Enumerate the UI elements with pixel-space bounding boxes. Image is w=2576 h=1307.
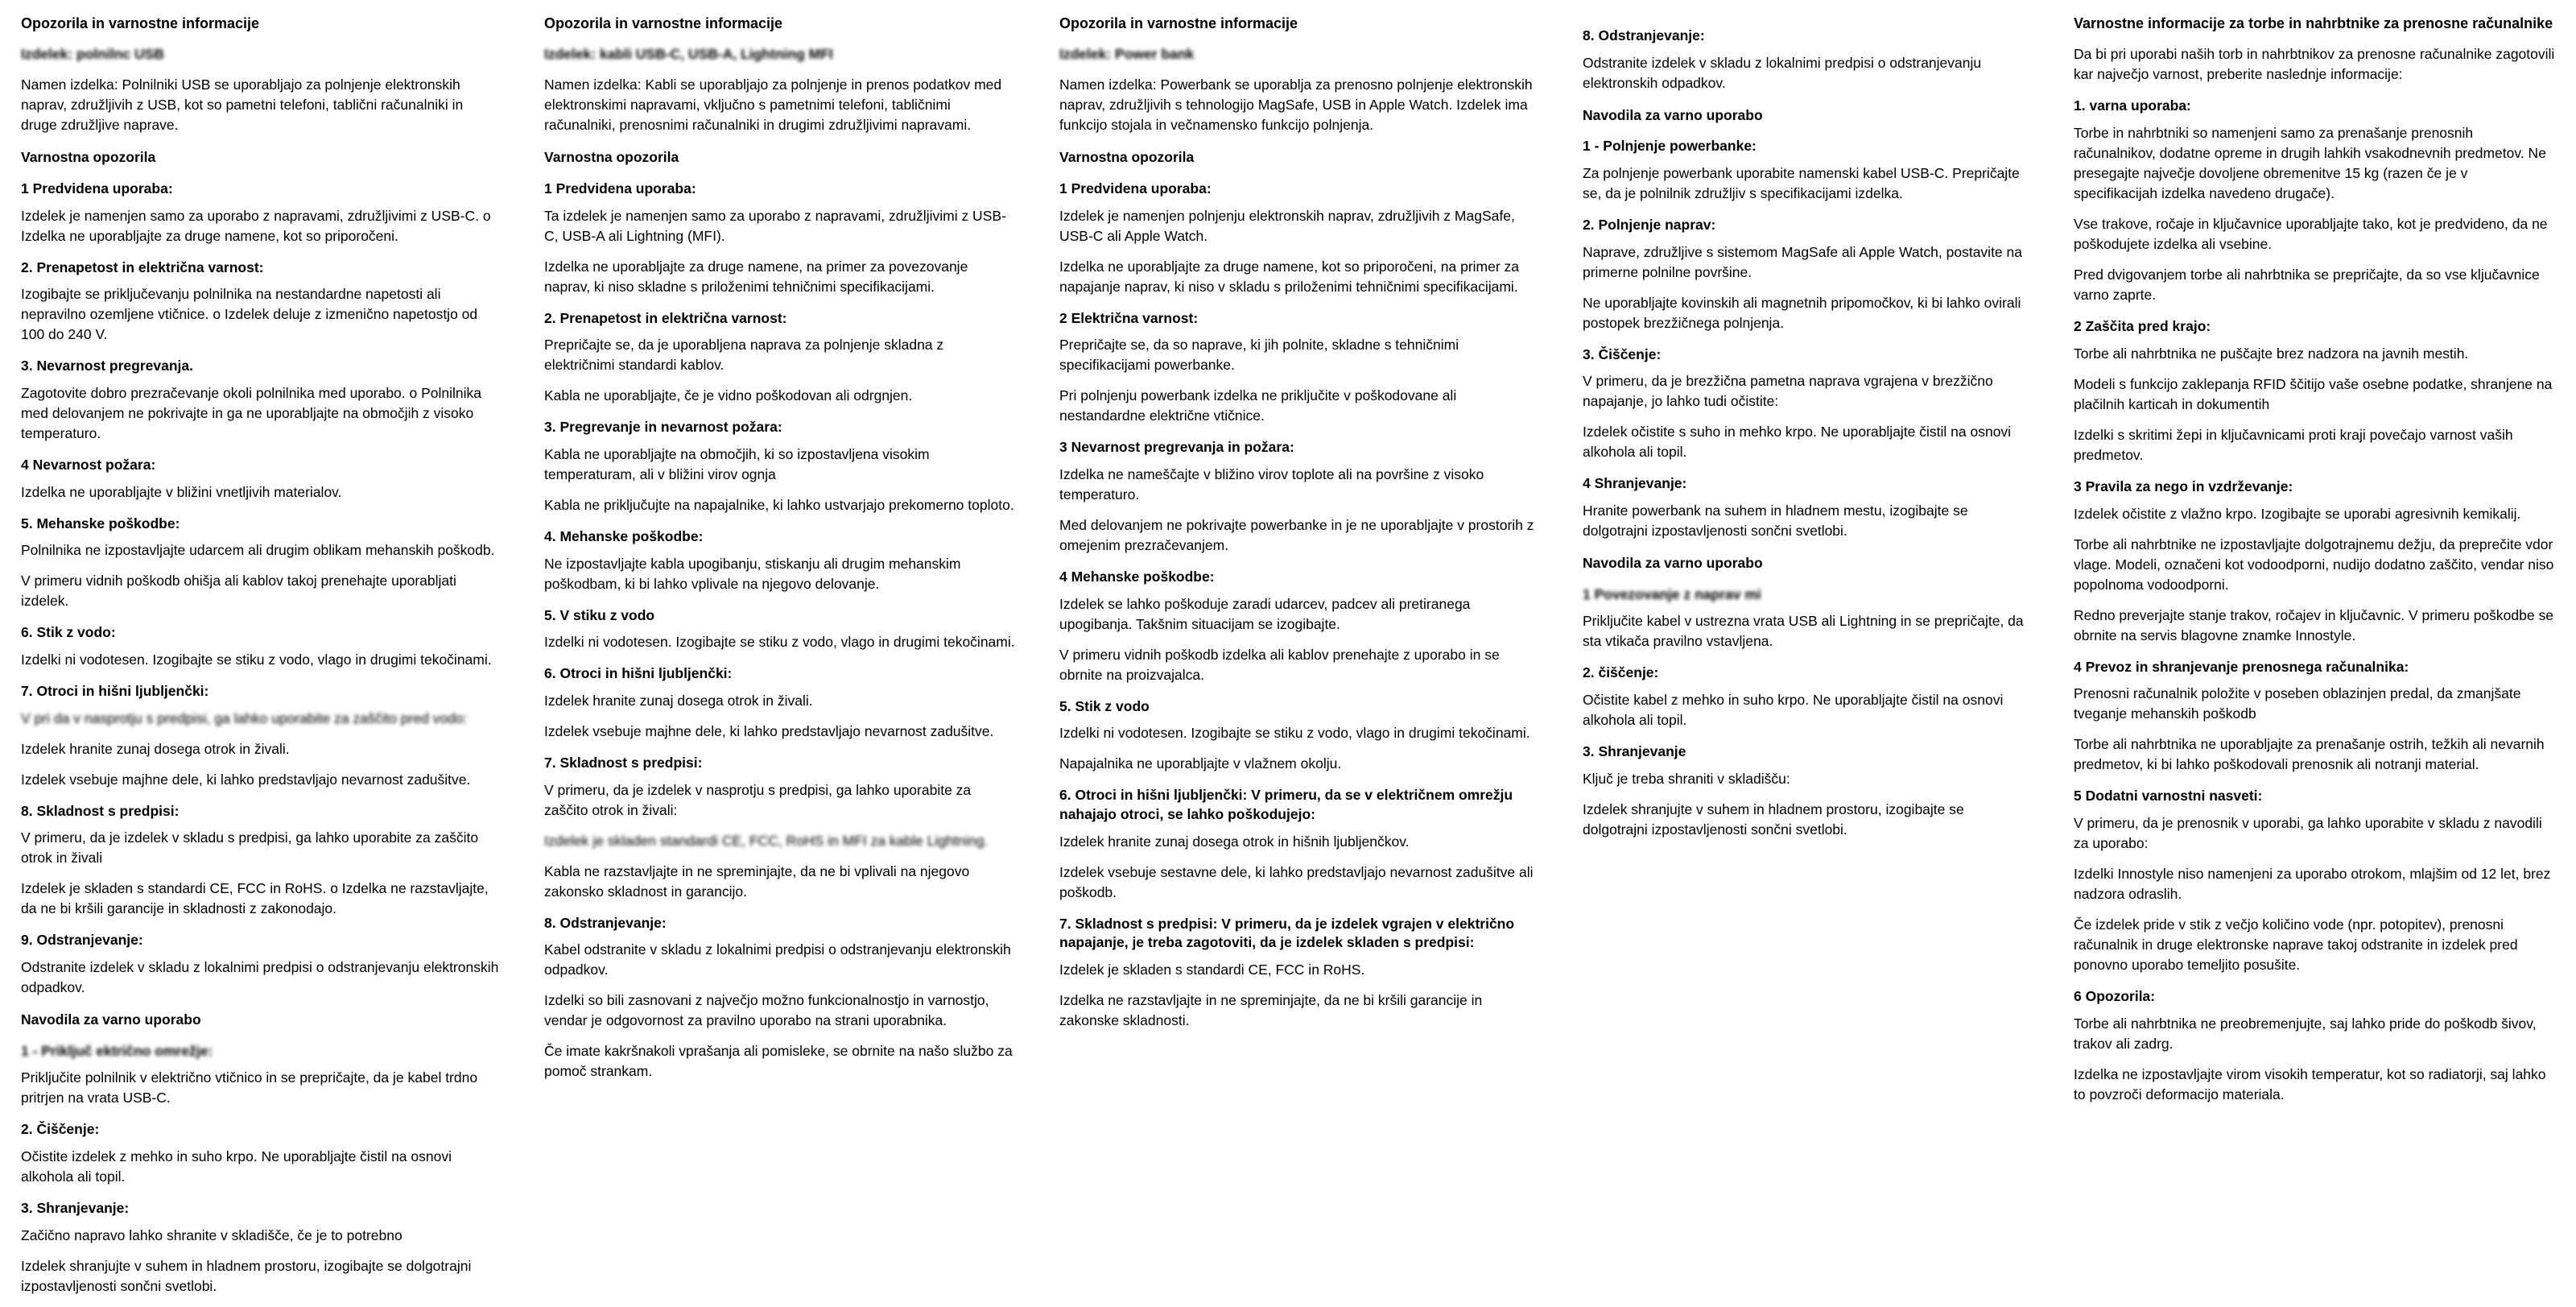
paragraph: Odstranite izdelek v skladu z lokalnimi predpisi o odstranjevanju elektronskih odpadkov. xyxy=(21,959,499,996)
paragraph: V primeru vidnih poškodb izdelka ali kablov prenehajte z uporabo in se obrnite na proizvajalca. xyxy=(1059,646,1500,683)
column-powerbank xyxy=(1038,14,1562,1041)
column-lightning-mfi xyxy=(523,14,1038,1092)
paragraph: Izdelka ne izpostavljajte virom visokih temperatur, kot so radiatorji, saj lahko to povzroči deformacijo materiala. xyxy=(2074,1065,2546,1102)
paragraph: Priključite polnilnik v električno vtičnico in se prepričajte, da je kabel trdno pritrjen na vrata USB-C. xyxy=(21,1069,478,1106)
paragraph: Kabla ne uporabljajte na območjih, ki so izpostavljena visokim temperaturam, ali v bližini virov ognja xyxy=(544,446,930,483)
paragraph: Prenosni računalnik položite v poseben oblazinjen predal, da zmanjšate tveganje mehanskih poškodb xyxy=(2074,685,2521,722)
column-title: Opozorila in varnostne informacije xyxy=(21,15,260,31)
paragraph: Torbe in nahrbtniki so namenjeni samo za prenašanje prenosnih računalnikov, dodatne opreme in drugih lahkih vsakodnevnih predmetov. Ne presegajte največje dovoljene obremenitve 15 kg (razen če je v specifikacijah izdelka navedeno drugače). xyxy=(2074,125,2546,202)
paragraph: Priključite kabel v ustrezna vrata USB ali Lightning in se prepričajte, da sta vtikača pravilno vstavljena. xyxy=(1583,613,2024,650)
subsection-heading: 5. Stik z vodo xyxy=(1059,697,1150,714)
section-heading: Navodila za varno uporabo xyxy=(1583,106,1763,123)
paragraph: Namen izdelka: Polnilniki USB se uporabljajo za polnjenje elektronskih naprav, združljivih z USB, kot so pametni telefoni, tablični računalniki in druge združljive naprave. xyxy=(21,77,464,134)
paragraph: Ne izpostavljajte kabla upogibanju, stiskanju ali drugim mehanskim poškodbam, ki bi lahko vplivale na njegovo delovanje. xyxy=(544,555,961,592)
subsection-heading: 1 Predvidena uporaba: xyxy=(21,180,173,197)
paragraph: Prepričajte se, da so naprave, ki jih polnite, skladne s tehničnimi specifikacijami powerbanke. xyxy=(1059,337,1459,374)
subsection-heading: 2. Prenapetost in električna varnost: xyxy=(544,309,787,326)
column-title: Opozorila in varnostne informacije xyxy=(1059,15,1298,31)
product-identifier: Izdelek: polnilnc USB xyxy=(21,46,164,63)
paragraph: Vse trakove, ročaje in ključavnice uporabljajte tako, kot je predvideno, da ne poškodujete izdelka ali vsebine. xyxy=(2074,216,2548,253)
paragraph: V primeru, da je izdelek v skladu s predpisi, ga lahko uporabite za zaščito otrok in živali xyxy=(21,829,479,867)
subsection-heading: 3. Nevarnost pregrevanja. xyxy=(21,358,193,374)
paragraph: Zagotovite dobro prezračevanje okoli polnilnika med uporabo. o Polnilnika med delovanjem ne pokrivajte in ga ne uporabljajte na območjih z visoko temperaturo. xyxy=(21,385,482,442)
subsection-heading: 1 Predvidena uporaba: xyxy=(544,180,696,197)
paragraph: V primeru vidnih poškodb ohišja ali kablov takoj prenehajte uporabljati izdelek. xyxy=(21,573,456,610)
paragraph: Izdelek očistite s suho in mehko krpo. Ne uporabljajte čistil na osnovi alkohola ali topil. xyxy=(1583,424,2012,461)
column-title: Opozorila in varnostne informacije xyxy=(544,15,783,31)
subsection-heading: 5 Dodatni varnostni nasveti: xyxy=(2074,788,2263,804)
paragraph: V primeru, da je brezžična pametna naprava vgrajena v brezžično napajanje, jo lahko tudi očistite: xyxy=(1583,373,1993,410)
subsection-heading: 4 Shranjevanje: xyxy=(1583,475,1687,492)
paragraph: V pri da v nasprotju s predpisi, ga lahko uporabite za zaščito pred vodo: xyxy=(21,709,468,726)
paragraph: Izdelek shranjujte v suhem in hladnem prostoru, izogibajte se dolgotrajni izpostavljenosti sončni svetlobi. xyxy=(21,1257,472,1294)
paragraph: Izdelki ni vodotesen. Izogibajte se stiku z vodo, vlago in drugimi tekočinami. xyxy=(544,634,1015,651)
paragraph: Ne uporabljajte kovinskih ali magnetnih pripomočkov, ki bi lahko ovirali postopek brezžičnega polnjenja. xyxy=(1583,294,2021,331)
subsection-heading: 6 Opozorila: xyxy=(2074,988,2156,1005)
subsection-heading: 1 - Polnjenje powerbanke: xyxy=(1583,138,1757,155)
paragraph: Izdelek je namenjen samo za uporabo z napravami, združljivimi z USB-C. o Izdelka ne uporabljajte za druge namene, kot so priporočeni. xyxy=(21,207,491,244)
subsection-heading: 5. V stiku z vodo xyxy=(544,606,655,623)
paragraph: Izdelek hranite zunaj dosega otrok in živali. xyxy=(21,740,290,757)
subsection-heading: 1 Povezovanje z naprav mi xyxy=(1583,585,1761,602)
paragraph: Izdelka ne razstavljajte in ne spreminjajte, da ne bi kršili garancije in zakonske skladnosti. xyxy=(1059,992,1483,1029)
subsection-heading: 7. Skladnost s predpisi: V primeru, da je izdelek vgrajen v električno napajanje, je treba zagotoviti, da je izdelek skladen s predpisi: xyxy=(1059,915,1515,951)
paragraph: Torbe ali nahrbtnike ne izpostavljajte dolgotrajnemu dežju, da preprečite vdor vlage. Modeli, označeni kot vodoodporni, nudijo dodatno zaščito, vendar niso popolnoma vodoodporni. xyxy=(2074,536,2554,593)
paragraph: Izdelek je namenjen polnjenju elektronskih naprav, združljivih z MagSafe, USB-C ali Apple Watch. xyxy=(1059,207,1515,244)
paragraph: Pri polnjenju powerbank izdelka ne priključite v poškodovane ali nestandardne električne vtičnice. xyxy=(1059,387,1457,424)
paragraph: Izdelek vsebuje majhne dele, ki lahko predstavljajo nevarnost zadušitve. xyxy=(21,771,471,788)
subsection-heading: 6. Otroci in hišni ljubljenčki: xyxy=(544,665,733,682)
paragraph: Prepričajte se, da je uporabljena naprava za polnjenje skladna z električnimi standardi kablov. xyxy=(544,337,944,374)
subsection-heading: 2. Prenapetost in električna varnost: xyxy=(21,259,264,275)
paragraph: Torbe ali nahrbtnika ne uporabljajte za prenašanje ostrih, težkih ali nevarnih predmetov, ki bi lahko poškodovali prenosnik ali notranji material. xyxy=(2074,736,2545,773)
paragraph: Izdelki s skritimi žepi in ključavnicami proti kraji povečajo varnost vaših predmetov. xyxy=(2074,426,2513,463)
paragraph: Začično napravo lahko shranite v skladišče, če je to potrebno xyxy=(21,1226,402,1243)
section-heading: Varnostna opozorila xyxy=(1059,149,1195,166)
paragraph: Torbe ali nahrbtnika ne puščajte brez nadzora na javnih mestih. xyxy=(2074,345,2469,362)
subsection-heading: 1. varna uporaba: xyxy=(2074,97,2191,114)
paragraph: Hranite powerbank na suhem in hladnem mestu, izogibajte se dolgotrajni izpostavljenosti sončni svetlobi. xyxy=(1583,502,1968,539)
subsection-heading: 2. Polnjenje naprav: xyxy=(1583,216,1716,233)
subsection-heading: 2 Električna varnost: xyxy=(1059,309,1199,326)
paragraph: V primeru, da je izdelek v nasprotju s predpisi, ga lahko uporabite za zaščito otrok in živali: xyxy=(544,781,972,818)
paragraph: Izdelka ne uporabljajte za druge namene, na primer za povezovanje naprav, ki niso skladne s priloženimi tehničnimi specifikacijami. xyxy=(544,258,968,295)
paragraph: Med delovanjem ne pokrivajte powerbanke in je ne uporabljajte v prostorih z omejenim prezračevanjem. xyxy=(1059,517,1534,554)
subsection-heading: 2. čiščenje: xyxy=(1583,664,1659,681)
subsection-heading: 3. Čiščenje: xyxy=(1583,345,1662,362)
paragraph: Izdelka ne nameščajte v bližino virov toplote ali na površine z visoko temperaturo. xyxy=(1059,466,1484,503)
paragraph: Pred dvigovanjem torbe ali nahrbtnika se prepričajte, da so vse ključavnice varno zaprte. xyxy=(2074,267,2540,304)
paragraph: Očistite kabel z mehko in suho krpo. Ne uporabljajte čistil na osnovi alkohola ali topil. xyxy=(1583,691,2004,728)
paragraph: Izdelka ne uporabljajte v bližini vnetljivih materialov. xyxy=(21,483,342,500)
subsection-heading: 4. Mehanske poškodbe: xyxy=(544,528,704,545)
section-heading: Navodila za varno uporabo xyxy=(1583,554,1763,571)
subsection-heading: 3. Shranjevanje xyxy=(1583,742,1686,759)
paragraph: Izogibajte se priključevanju polnilnika na nestandardne napetosti ali nepravilno ozemljene vtičnice. o Izdelek deluje z izmenično napetostjo od 100 do 240 V. xyxy=(21,286,478,343)
subsection-heading: 8. Odstranjevanje: xyxy=(1583,27,1705,43)
paragraph: Kabla ne razstavljajte in ne spreminjajte, da ne bi vplivali na njegovo zakonsko skladnost in garancijo. xyxy=(544,862,970,900)
paragraph: Izdelek je skladen standardi CE, FCC, RoHS in MFI za kable Lightning. xyxy=(544,832,989,849)
subsection-heading: 7. Skladnost s predpisi: xyxy=(544,755,703,771)
column-usb-cable xyxy=(0,14,523,1307)
paragraph: Da bi pri uporabi naših torb in nahrbtnikov za prenosne računalnike zagotovili kar največjo varnost, preberite naslednje informacije: xyxy=(2074,46,2555,83)
paragraph: Naprave, združljive s sistemom MagSafe ali Apple Watch, postavite na primerne polnilne površine. xyxy=(1583,243,2022,280)
paragraph: Ključ je treba shraniti v skladišču: xyxy=(1583,770,1790,787)
paragraph: Izdelek hranite zunaj dosega otrok in hišnih ljubljenčkov. xyxy=(1059,833,1410,850)
subsection-heading: 7. Otroci in hišni ljubljenčki: xyxy=(21,683,209,700)
paragraph: Modeli s funkcijo zaklepanja RFID ščitijo vaše osebne podatke, shranjene na plačilnih karticah in dokumentih xyxy=(2074,375,2553,412)
subsection-heading: 2 Zaščita pred krajo: xyxy=(2074,318,2211,335)
paragraph: Če izdelek pride v stik z večjo količino vode (npr. potopitev), prenosni računalnik in druge elektronske naprave takoj odstranite in izdelek pred ponovno uporabo temeljito posušite. xyxy=(2074,916,2518,973)
paragraph: Izdelek hranite zunaj dosega otrok in živali. xyxy=(544,693,813,709)
section-heading: Varnostna opozorila xyxy=(21,149,156,166)
paragraph: Izdelek se lahko poškoduje zaradi udarcev, padcev ali pretiranega upogibanja. Takšnim situacijam se izogibajte. xyxy=(1059,595,1471,632)
section-heading: Varnostna opozorila xyxy=(544,149,679,166)
subsection-heading: 8. Skladnost s predpisi: xyxy=(21,802,180,819)
subsection-heading: 3 Nevarnost pregrevanja in požara: xyxy=(1059,439,1294,456)
subsection-heading: 6. Otroci in hišni ljubljenčki: V primeru, da se v električnem omrežju nahajajo otroci, se lahko poškodujejo: xyxy=(1059,787,1513,823)
subsection-heading: 6. Stik z vodo: xyxy=(21,624,116,641)
product-identifier: Izdelek: kabli USB-C, USB-A, Lightning MFI xyxy=(544,46,833,63)
column-powerbank-cont xyxy=(1562,14,2053,850)
subsection-heading: 3. Shranjevanje: xyxy=(21,1199,130,1216)
paragraph: Za polnjenje powerbank uporabite namenski kabel USB-C. Prepričajte se, da je polnilnik združljiv s specifikacijami izdelka. xyxy=(1583,164,2020,201)
paragraph: V primeru, da je prenosnik v uporabi, ga lahko uporabite v skladu z navodili za uporabo: xyxy=(2074,814,2542,851)
paragraph: Odstranite izdelek v skladu z lokalnimi predpisi o odstranjevanju elektronskih odpadkov. xyxy=(1583,54,1982,91)
subsection-heading: 5. Mehanske poškodbe: xyxy=(21,515,180,531)
paragraph: Izdelki Innostyle niso namenjeni za uporabo otrokom, mlajšim od 12 let, brez nadzora odraslih. xyxy=(2074,865,2551,902)
section-heading: Navodila za varno uporabo xyxy=(21,1011,201,1028)
paragraph: Napajalnika ne uporabljajte v vlažnem okolju. xyxy=(1059,755,1342,772)
subsection-heading: 1 Predvidena uporaba: xyxy=(1059,180,1212,197)
paragraph: Polnilnika ne izpostavljajte udarcem ali drugim oblikam mehanskih poškodb. xyxy=(21,542,495,559)
paragraph: Namen izdelka: Powerbank se uporablja za prenosno polnjenje elektronskih naprav, združljivih s tehnologijo MagSafe, USB in Apple Watch. Izdelek ima funkcijo stojala in večnamensko funkcijo polnjenja. xyxy=(1059,77,1533,134)
paragraph: Očistite izdelek z mehko in suho krpo. Ne uporabljajte čistil na osnovi alkohola ali topil. xyxy=(21,1148,452,1185)
paragraph: Če imate kakršnakoli vprašanja ali pomislekе, se obrnite na našo službo za pomoč strankam. xyxy=(544,1043,1013,1080)
paragraph: Izdelek vsebuje sestavne dele, ki lahko predstavljajo nevarnost zadušitve ali poškodb. xyxy=(1059,863,1534,900)
subsection-heading: 3. Pregrevanje in nevarnost požara: xyxy=(544,419,782,436)
paragraph: Izdelki ni vodotesen. Izogibajte se stiku z vodo, vlago in drugimi tekočinami. xyxy=(21,651,492,668)
paragraph: Izdelki ni vodotesen. Izogibajte se stiku z vodo, vlago in drugimi tekočinami. xyxy=(1059,725,1530,742)
paragraph: Kabla ne uporabljajte, če je vidno poškodovan ali odrgnjen. xyxy=(544,387,913,404)
paragraph: Kabel odstranite v skladu z lokalnimi predpisi o odstranjevanju elektronskih odpadkov. xyxy=(544,941,1011,978)
subsection-heading: 9. Odstranjevanje: xyxy=(21,932,143,949)
subsection-heading: 1 - Priključ ektrično omrežje: xyxy=(21,1042,213,1059)
paragraph: Izdelek je skladen s standardi CE, FCC in RoHS. xyxy=(1059,962,1365,978)
column-title: Varnostne informacije za torbe in nahrbtnike za prenosne računalnike xyxy=(2074,15,2553,31)
paragraph: Izdelka ne uporabljajte za druge namene, kot so priporočeni, na primer za napajanje naprav, ki niso v skladu s priloženimi tehničnimi specifikacijami. xyxy=(1059,258,1520,295)
paragraph: Ta izdelek je namenjen samo za uporabo z napravami, združljivimi z USB-C, USB-A ali Lightning (MFI). xyxy=(544,207,1006,244)
paragraph: Izdelek vsebuje majhne dele, ki lahko predstavljajo nevarnost zadušitve. xyxy=(544,723,994,740)
subsection-heading: 2. Čiščenje: xyxy=(21,1121,100,1138)
paragraph: Torbe ali nahrbtnika ne preobremenjujte, saj lahko pride do poškodb šivov, trakov ali zadrg. xyxy=(2074,1015,2537,1052)
subsection-heading: 4 Mehanske poškodbe: xyxy=(1059,569,1215,585)
paragraph: Kabla ne priključujte na napajalnike, ki lahko ustvarjajo prekomerno toploto. xyxy=(544,497,1014,514)
subsection-heading: 3 Pravila za nego in vzdrževanje: xyxy=(2074,478,2293,494)
paragraph: Izdelek shranjujte v suhem in hladnem prostoru, izogibajte se dolgotrajni izpostavljenosti sončni svetlobi. xyxy=(1583,800,1964,838)
subsection-heading: 4 Nevarnost požara: xyxy=(21,457,156,474)
paragraph: Namen izdelka: Kabli se uporabljajo za polnjenje in prenos podatkov med elektronskimi napravami, vključno s pametnimi telefoni, tabličnimi računalniki, prenosnimi računalniki in drugimi združljivimi napravami. xyxy=(544,77,1002,134)
product-identifier: Izdelek: Power bank xyxy=(1059,46,1195,63)
paragraph: Izdelki so bili zasnovani z največjo možno funkcionalnostjo in varnostjo, vendar je odgovornost za pravilno uporabo na strani uporabnika. xyxy=(544,992,989,1029)
subsection-heading: 4 Prevoz in shranjevanje prenosnega računalnika: xyxy=(2074,658,2409,675)
paragraph: Izdelek je skladen s standardi CE, FCC in RoHS. o Izdelka ne razstavljajte, da ne bi kršili garancije in skladnosti z zakonodajo. xyxy=(21,880,489,917)
column-backpack xyxy=(2053,14,2576,1115)
subsection-heading: 8. Odstranjevanje: xyxy=(544,914,667,931)
paragraph: Redno preverjajte stanje trakov, ročajev in ključavnic. V primeru poškodbe se obrnite na servis blagovne znamke Innostyle. xyxy=(2074,606,2553,643)
paragraph: Izdelek očistite z vlažno krpo. Izogibajte se uporabi agresivnih kemikalij. xyxy=(2074,505,2521,522)
